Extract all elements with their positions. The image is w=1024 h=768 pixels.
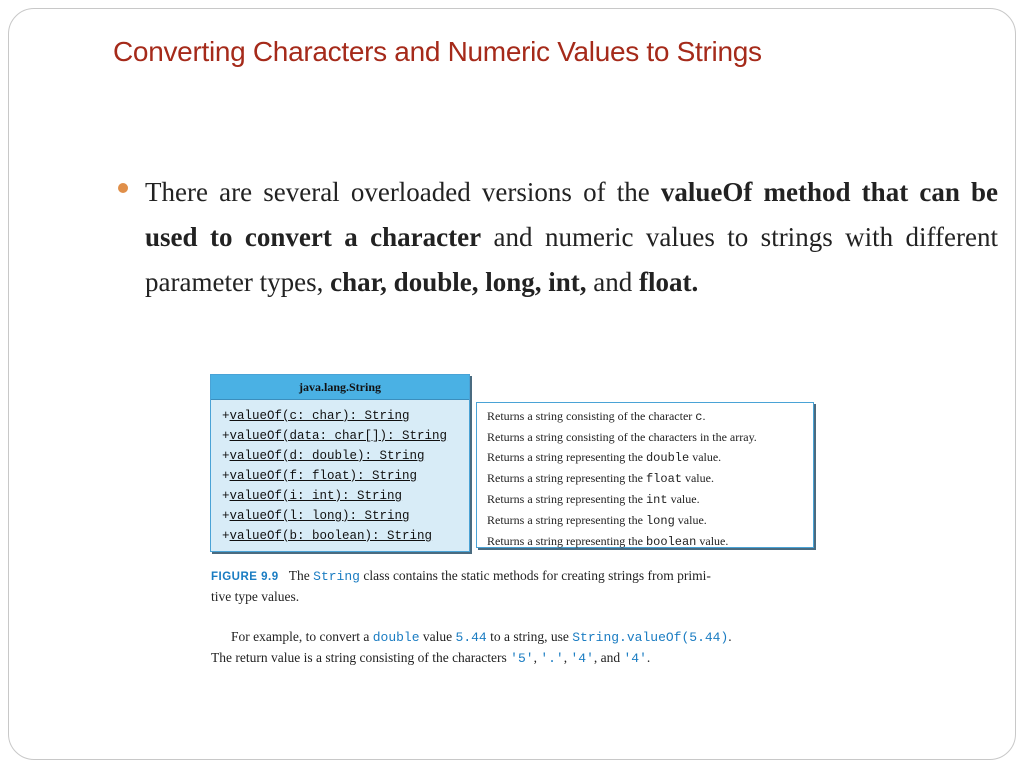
method-description: Returns a string representing the float value. (487, 471, 714, 486)
method-description: Returns a string consisting of the characters in the array. (487, 430, 757, 444)
uml-method: +valueOf(f: float): String (222, 469, 418, 483)
uml-method-list (211, 400, 469, 546)
uml-class-box (210, 374, 470, 552)
bullet-bold-float: float. (638, 267, 699, 297)
bullet-text-part: There are several overloaded versions of the (145, 177, 661, 207)
bullet-point (118, 170, 998, 305)
method-description-box (476, 402, 814, 548)
bullet-text (145, 170, 998, 305)
uml-method: +valueOf(i: int): String (222, 489, 403, 503)
method-description: Returns a string representing the long value. (487, 513, 707, 528)
uml-method: +valueOf(l: long): String (222, 509, 410, 523)
method-description: Returns a string consisting of the character c. (487, 409, 706, 424)
bullet-text-part: and numeric values to strings with different parameter types, (145, 222, 999, 297)
bullet-dot-icon (118, 183, 128, 193)
method-description: Returns a string representing the boolean value. (487, 534, 729, 549)
figure-caption: FIGURE 9.9 The String class contains the static methods for creating strings from primi- tive type values. (211, 568, 711, 604)
bullet-bold-valueof: valueOf method that can be used to convert a character (145, 177, 998, 252)
uml-method: +valueOf(b: boolean): String (222, 529, 433, 543)
uml-method: +valueOf(d: double): String (222, 449, 425, 463)
uml-method: +valueOf(data: char[]): String (222, 429, 448, 443)
bullet-bold-types: char, double, long, int, (330, 267, 587, 297)
bullet-text-part: and (586, 267, 639, 297)
method-description: Returns a string representing the int value. (487, 492, 700, 507)
method-description: Returns a string representing the double value. (487, 450, 722, 465)
uml-class-name: java.lang.String (211, 375, 469, 400)
example-paragraph: For example, to convert a double value 5.44 to a string, use String.valueOf(5.44). The return value is a string consisting of the characters '5', '.', '4', and '4'. (211, 629, 732, 666)
slide-title: Converting Characters and Numeric Values to Strings (113, 36, 762, 67)
uml-method: +valueOf(c: char): String (222, 409, 410, 423)
figure-label: FIGURE 9.9 (211, 571, 279, 583)
